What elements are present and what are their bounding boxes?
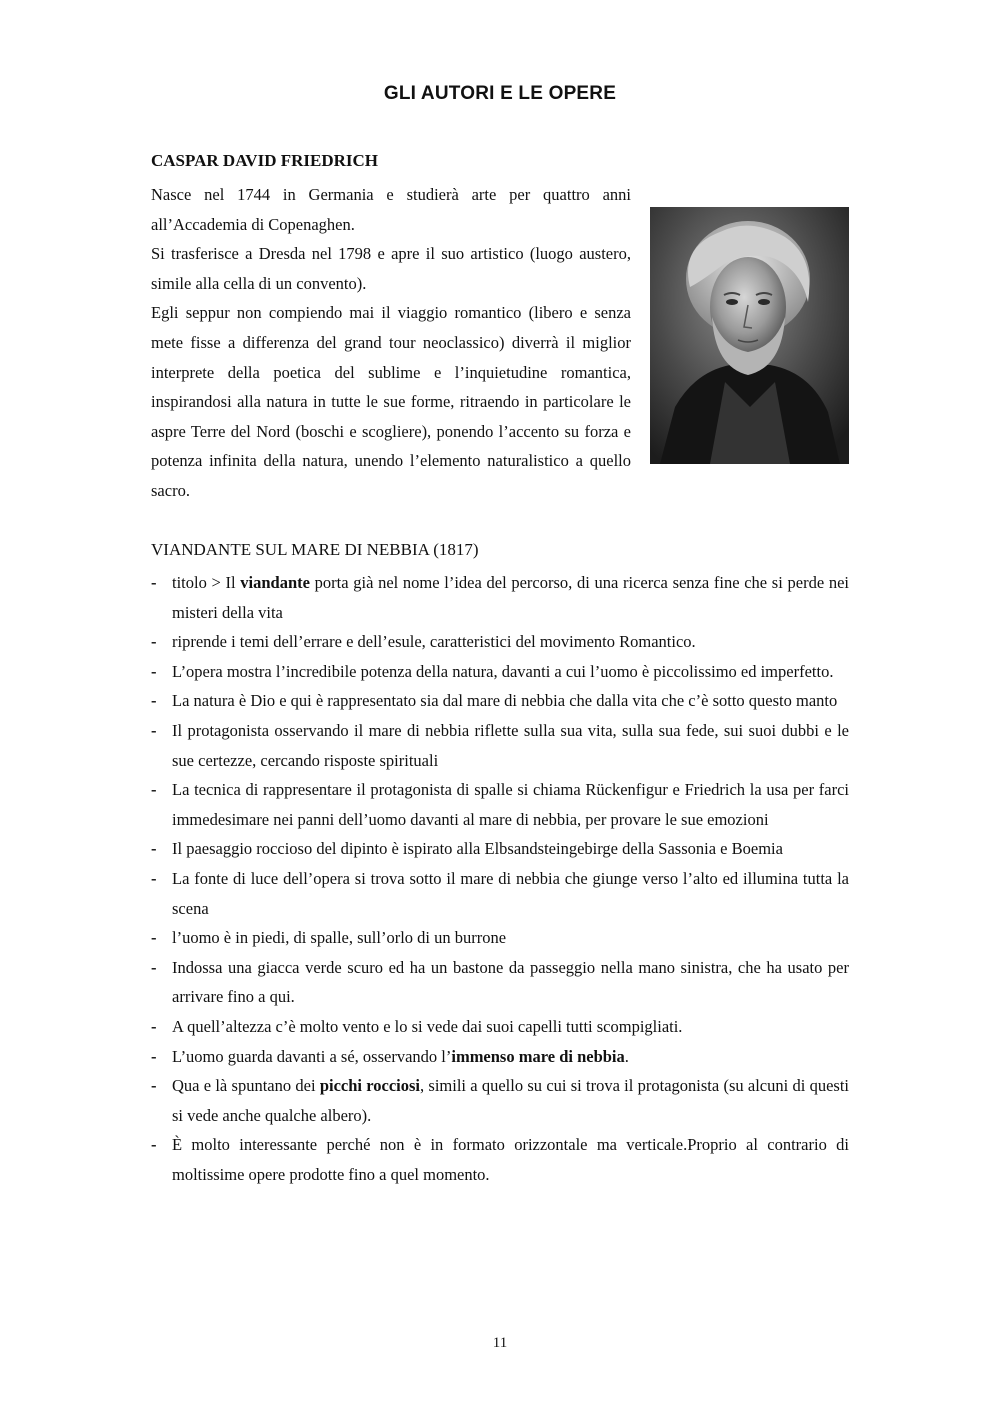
bullet-marker: - bbox=[151, 632, 157, 652]
bullet-marker: - bbox=[151, 1135, 157, 1155]
bullet-item bbox=[151, 1042, 849, 1072]
bullet-text: La fonte di luce dell’opera si trova sotto il mare di nebbia che giunge verso l’alto ed illumina tutta la scena bbox=[172, 868, 849, 918]
bullet-text: titolo > Il bbox=[172, 573, 241, 592]
bullet-text: l’uomo è in piedi, di spalle, sull’orlo di un burrone bbox=[172, 928, 507, 948]
bullet-item bbox=[151, 1071, 849, 1130]
bullet-marker: - bbox=[151, 1046, 157, 1066]
artwork-title: VIANDANTE SUL MARE DI NEBBIA (1817) bbox=[151, 540, 479, 559]
bullet-marker: - bbox=[151, 957, 157, 977]
bullet-text: , simili a quello su cui si trova il protagonista (su alcuni di questi si vede anche qualche albero). bbox=[172, 1076, 849, 1125]
bullet-text: riprende i temi dell’errare e dell’esule, caratteristici del movimento Romantico. bbox=[172, 632, 696, 652]
artwork-bullet-list bbox=[151, 568, 849, 1189]
bullet-item bbox=[151, 953, 849, 1012]
bullet-marker: - bbox=[151, 780, 157, 800]
page-title: GLI AUTORI E LE OPERE bbox=[383, 83, 617, 104]
bullet-item bbox=[151, 775, 849, 834]
bullet-bold-text: picchi rocciosi bbox=[319, 1076, 421, 1096]
bullet-item bbox=[151, 864, 849, 923]
bio-paragraph: Nasce nel 1744 in Germania e studierà arte per quattro anni all’Accademia di Copenaghen. bbox=[151, 185, 631, 234]
bullet-text: Qua e là spuntano dei bbox=[172, 1076, 320, 1096]
bullet-marker: - bbox=[151, 928, 157, 948]
bullet-text: L’opera mostra l’incredibile potenza della natura, davanti a cui l’uomo è piccolissimo ed imperfetto. bbox=[172, 661, 834, 681]
bullet-marker: - bbox=[151, 573, 157, 592]
bullet-item bbox=[151, 923, 849, 953]
bullet-marker: - bbox=[151, 839, 157, 859]
bullet-item bbox=[151, 568, 849, 627]
bio-paragraph: Si trasferisce a Dresda nel 1798 e apre il suo artistico (luogo austero, simile alla cella di un convento). bbox=[151, 244, 631, 293]
page-number: 11 bbox=[492, 1335, 508, 1351]
bullet-marker: - bbox=[151, 720, 157, 740]
bullet-item bbox=[151, 657, 849, 687]
bullet-text: . bbox=[624, 1046, 629, 1066]
bullet-text: Indossa una giacca verde scuro ed ha un bastone da passeggio nella mano sinistra, che ha usato per arrivare fino a qui. bbox=[172, 957, 849, 1007]
bullet-marker: - bbox=[151, 868, 157, 888]
bullet-marker: - bbox=[151, 1016, 157, 1036]
bullet-text: porta già nel nome l’idea del percorso, di una ricerca senza fine che si perde nei misteri della vita bbox=[172, 573, 849, 622]
bullet-item bbox=[151, 627, 849, 657]
bullet-text: La natura è Dio e qui è rappresentato sia dal mare di nebbia che dalla vita che c’è sotto questo manto bbox=[172, 691, 838, 711]
bullet-marker: - bbox=[151, 1076, 157, 1096]
bullet-marker: - bbox=[151, 691, 157, 711]
author-portrait-image bbox=[650, 207, 849, 464]
bullet-text: Il paesaggio roccioso del dipinto è ispirato alla Elbsandsteingebirge della Sassonia e Boemia bbox=[172, 839, 783, 859]
bullet-item bbox=[151, 686, 849, 716]
bullet-item bbox=[151, 1130, 849, 1189]
bullet-text: La tecnica di rappresentare il protagonista di spalle si chiama Rückenfigur e Friedrich la usa per farci immedesimare nei panni dell’uomo davanti al mare di nebbia, per provare le sue emozioni bbox=[172, 780, 849, 829]
bullet-text: È molto interessante perché non è in formato orizzontale ma verticale.Proprio al contrario di moltissime opere prodotte fino a quel momento. bbox=[172, 1135, 849, 1184]
bullet-text: L’uomo guarda davanti a sé, osservando l’ bbox=[172, 1046, 452, 1066]
bullet-text: Il protagonista osservando il mare di nebbia riflette sulla sua vita, sulla sua fede, sui suoi dubbi e le sue certezze, cercando risposte spirituali bbox=[172, 720, 849, 770]
bullet-item bbox=[151, 834, 849, 864]
author-biography bbox=[151, 180, 631, 506]
bio-paragraph: Egli seppur non compiendo mai il viaggio romantico (libero e senza mete fisse a differenza del grand tour neoclassico) diverrà il miglior interprete della poetica del sublime e l’inquietudine romantica, inspirandosi alla natura in tutte le sue forme, ritraendo in particolare le aspre Terre del Nord (boschi e scogliere), ponendo l’accento su forza e potenza infinita della natura, unendo l’elemento naturalistico a quello sacro. bbox=[151, 303, 631, 500]
bullet-marker: - bbox=[151, 661, 157, 681]
author-name: CASPAR DAVID FRIEDRICH bbox=[151, 151, 379, 170]
bullet-item bbox=[151, 1012, 849, 1042]
bullet-item bbox=[151, 716, 849, 775]
bullet-text: A quell’altezza c’è molto vento e lo si vede dai suoi capelli tutti scompigliati. bbox=[172, 1016, 683, 1036]
bullet-bold-text: immenso mare di nebbia bbox=[451, 1046, 625, 1066]
bullet-bold-text: viandante bbox=[240, 573, 310, 592]
